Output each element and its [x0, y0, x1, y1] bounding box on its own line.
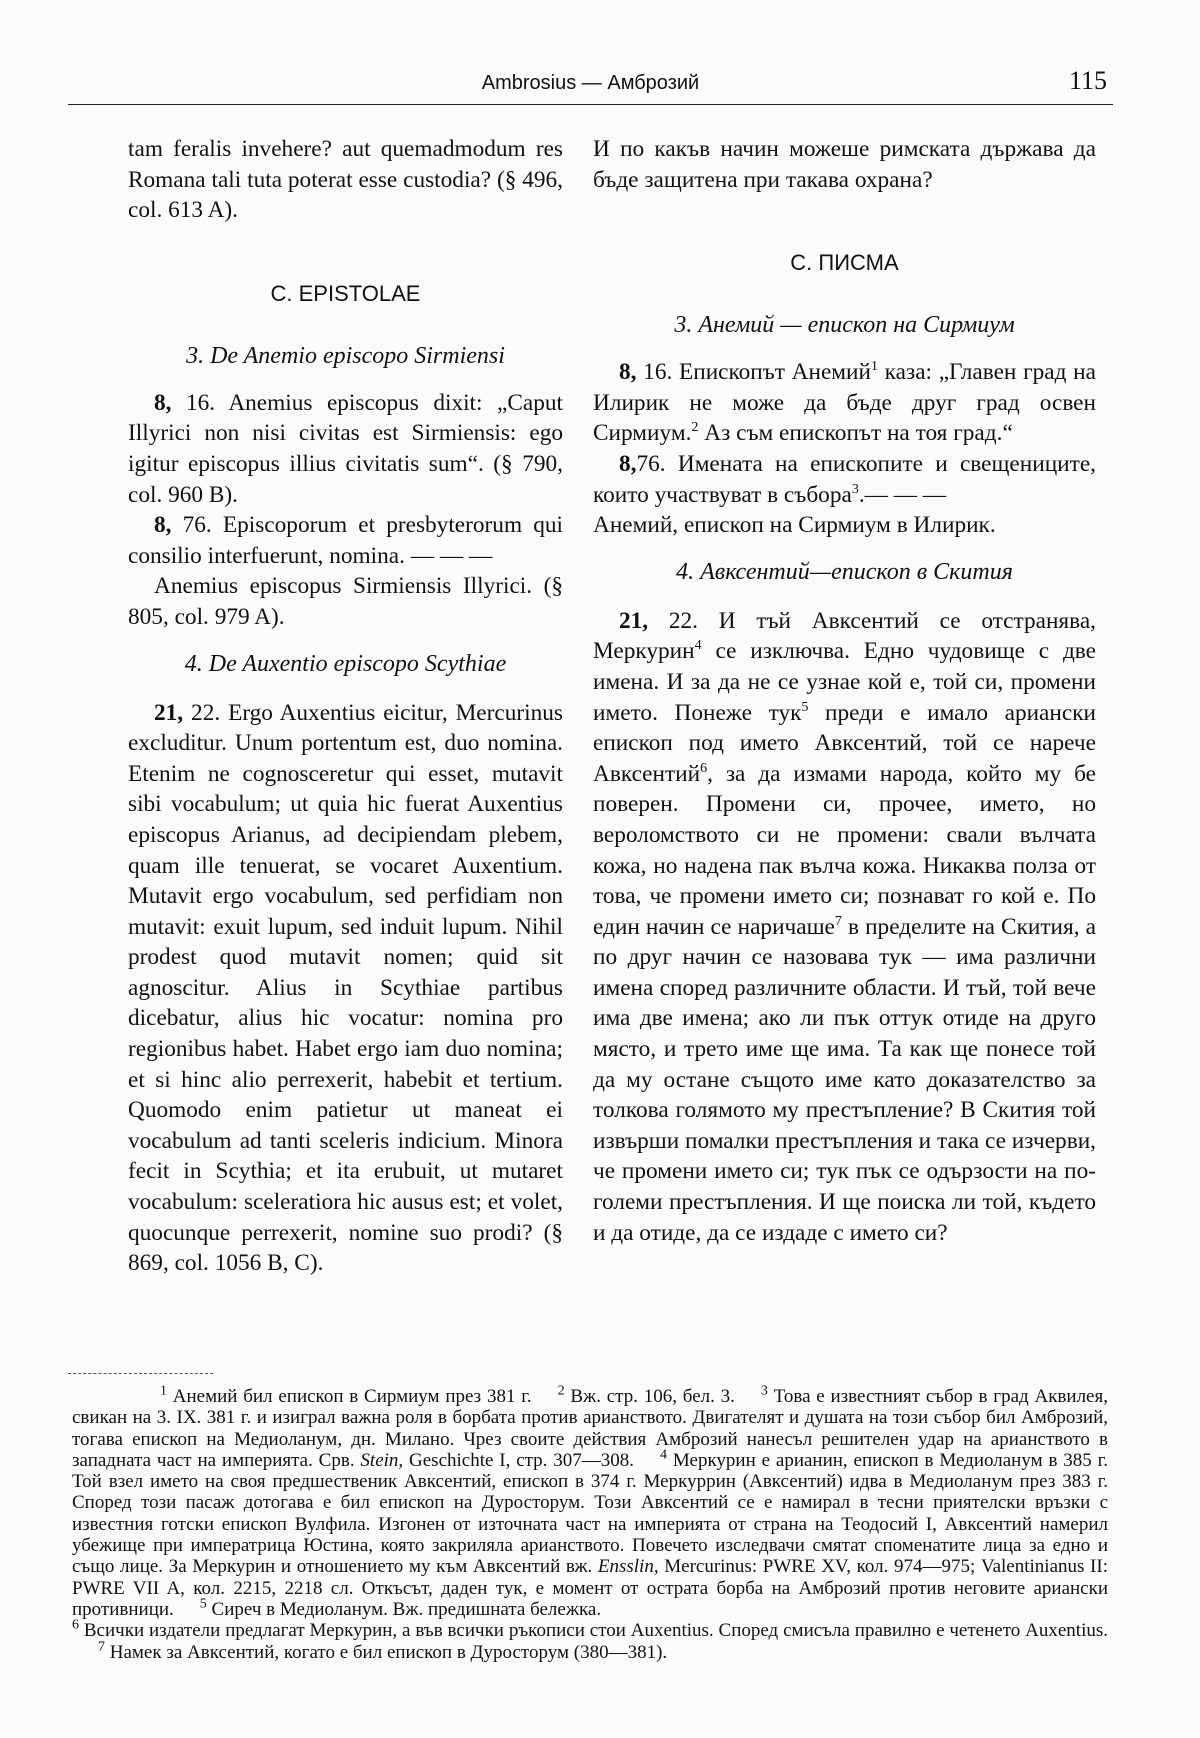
footnote-ref: 7 — [834, 913, 842, 929]
footnote-line — [72, 1617, 1108, 1663]
paragraph-text: , за да измами народа, който му бе поверен. Промени си, прочее, името, но вероломството си не промени: свали вълчата кожа, но надена пак вълча кожа. Никаква полза от това, че промени името си; познават го кой е. По един начин се наричаше — [593, 760, 1096, 940]
footnote-4: Меркурин е арианин, епископ в Медиоланум в 385 г. Той взел името на своя предшественик Авксентий, епископ в 374 г. Меркуррин (Авксентий) идва в Медиоланум през 383 г. Според този пасаж дотогава е бил епископ на Дуросторум. Този Авксентий се е намирал в тесни приятелски връзки с известния готски епископ Вулфила. Изгонен от източната част на империята от страна на Теодосий I, Авксентий намерил убежище при императрица Юстина, която закриляла арианството. Повечето изследвачи смятат споменатите лица за едно и също лице. За Меркурин и отношението му към Авксентий вж. — [72, 1449, 1109, 1578]
page-header — [68, 66, 1113, 105]
page-number: 115 — [1068, 66, 1107, 95]
section-number: 8, — [619, 359, 637, 386]
paragraph-text: Аз съм епископът на тоя град.“ — [698, 420, 1013, 447]
footnote-separator — [68, 1373, 213, 1374]
paragraph-text: .— — — — [858, 481, 947, 508]
bulgarian-subheading-anemius: 3. Анемий — епископ на Сирмиум — [674, 312, 1015, 339]
footnote-3-cont: Geschichte I, стр. 307—308. — [403, 1449, 635, 1471]
latin-section-heading: C. EPISTOLAE — [270, 280, 421, 306]
footnote-3: Това е известният събор в град Аквилея, свикан на 3. IX. 381 г. и изиграл важна роля в борбата против арианството. Двигателят и душата на този събор бил Амброзий, тогава епископ на Медиоланум, дн. Милано. Чрез своите действия Амброзий нанесъл решителен удар на арианството в западната част на империята. Срв. — [72, 1386, 1108, 1471]
running-title: Ambrosius — Амброзий — [481, 72, 700, 94]
footnote-mark: 6 — [72, 1617, 79, 1633]
footnote-ref: 1 — [870, 359, 878, 375]
footnote-ref: 3 — [851, 481, 859, 497]
bulgarian-top-text: И по какъв начин можеше римската държава да бъде защитена при такава охрана? — [593, 136, 1096, 193]
footnote-ref: 6 — [700, 760, 708, 776]
footnote-7: Намек за Авксентий, когато е бил епископ в Дуросторум (380—381). — [105, 1641, 668, 1663]
footnote-mark: 3 — [760, 1383, 768, 1399]
paragraph-text: преди е имало ариански епископ под името Авксентий, той се нарече Авксентий — [593, 699, 1096, 787]
author-ensslin: Ensslin, — [597, 1556, 659, 1578]
paragraph-text: 22. И тъй Авксентий се отстранява, Меркурин — [593, 607, 1096, 665]
footnote-mark: 7 — [98, 1639, 105, 1655]
paragraph-text: каза: „Главен град на Илирик не може да бъде друг град освен Сирмиум. — [593, 359, 1096, 447]
bulgarian-section-heading: C. ПИСМА — [790, 250, 899, 276]
bulgarian-column — [593, 134, 1096, 1248]
section-number: 8, — [154, 512, 172, 539]
bulgarian-paragraph-8-16 — [593, 357, 1096, 449]
footnote-mark: 1 — [160, 1383, 167, 1399]
footnote-line — [72, 1383, 1109, 1620]
footnote-ref: 4 — [694, 638, 702, 654]
footnote-mark: 5 — [199, 1596, 207, 1612]
latin-paragraph-21-22 — [128, 698, 563, 1279]
paragraph-text: се изключва. Едно чудовище с две имена. И за да не се узнае кой е, той си, промени името. Понеже тук — [593, 638, 1096, 726]
footnote-2: Вж. стр. 106, бел. 3. — [564, 1386, 735, 1407]
paragraph-text: в пределите на Скития, а по друг начин се назовава тук — има различни имена според различните области. И тъй, той вече има две имена; ако ли пък оттук отиде на друго място, и трето име ще има. Та как ще понесе той да му остане същото име като доказателство за толкова голямото му престъпление? В Скития той извърши помалки престъпления и така се изчерви, че промени името си; тук пък се одързости на по-големи престъпления. И ще поиска ли той, където и да отиде, да се издаде с името си? — [593, 913, 1096, 1246]
footnote-mark: 2 — [557, 1383, 565, 1399]
latin-paragraph-anemius-sig: Anemius episcopus Sirmiensis Illyrici. (§ 805, col. 979 A). — [128, 573, 563, 630]
footnote-4-cont: Mercurinus: PWRE XV, кол. 974—975; Valentinianus II: PWRE VII A, кол. 2215, 2218 сл. Откъсът, даден тук, е момент от острата борба на Амброзий против неговите ариански противници. — [72, 1556, 1108, 1620]
section-number: 8, — [154, 389, 172, 416]
paragraph-text: 76. Имената на епископите и свещениците, които участвуват в събора — [593, 450, 1096, 508]
latin-paragraph-8-76 — [128, 510, 563, 571]
paragraph-text: 76. Episcoporum et presbyterorum qui consilio interfuerunt, nomina. — — — — [128, 512, 563, 569]
footnote-mark: 4 — [660, 1447, 668, 1463]
author-stein: Stein, — [360, 1449, 404, 1471]
paragraph-text: 16. Епископът Анемий — [636, 359, 871, 386]
latin-top-text: tam feralis invehere? aut quemadmodum res Romana tali tuta poterat esse custodia? (§ 496, col. 613 A). — [128, 136, 563, 224]
bulgarian-paragraph-8-76 — [593, 449, 1096, 510]
bulgarian-subheading-auxentius: 4. Авксентий—епископ в Скития — [676, 558, 1013, 585]
paragraph-text: 22. Ergo Auxentius eicitur, Mercurinus excluditur. Unum portentum est, duo nomina. Etenim ne cognosceretur qui esset, mutavit sibi vocabulum; ut quia hic fuerat Auxentius episcopus Arianus, ad decipiendam plebem, quam ille tenuerat, se vocaret Auxentium. Mutavit ergo vocabulum, sed perfidiam non mutavit: exuit lupum, sed induit lupum. Nihil prodest quod mutavit nomen; quid sit agnoscitur. Alius in Scythiae partibus dicebatur, alius hic vocatur: nomina pro regionibus habet. Habet ergo iam duo nomina; et si hinc alio perrexerit, habebit et tertium. Quomodo enim patietur ut maneat ei vocabulum ad tanti sceleris indicium. Minora fecit in Scythia; et ita erubuit, ut mutaret vocabulum: sceleratiora hic ausus est; et volet, quocunque perrexerit, nomine suo prodi? (§ 869, col. 1056 B, C). — [128, 699, 563, 1277]
section-number: 8, — [619, 450, 637, 477]
bulgarian-paragraph-anemius-sig: Анемий, епископ на Сирмиум в Илирик. — [593, 512, 996, 539]
bulgarian-paragraph-21-22 — [593, 606, 1096, 1248]
section-number: 21, — [154, 699, 184, 726]
footnote-6: Всички издатели предлагат Меркурин, а във всички ръкописи стои Auxentius. Според смисъла правилно е четенето Auxentius. — [79, 1620, 1108, 1642]
latin-column — [128, 134, 563, 1279]
latin-subheading-anemius: 3. De Anemio episcopo Sirmiensi — [186, 342, 505, 369]
paragraph-text: 16. Anemius episcopus dixit: „Caput Illyrici non nisi civitas est Sirmiensis: ego igitur episcopus illius civitatis sum“. (§ 790, col. 960 B). — [128, 389, 563, 508]
footnotes — [72, 1383, 1109, 1663]
latin-paragraph-8-16 — [128, 388, 563, 510]
footnote-ref: 2 — [691, 420, 699, 436]
footnote-1: Анемий бил епископ в Сирмиум през 381 г. — [167, 1386, 532, 1407]
footnote-ref: 5 — [801, 699, 809, 715]
footnote-5: Сиреч в Медиоланум. Вж. предишната бележка. — [206, 1598, 602, 1620]
section-number: 21, — [619, 607, 649, 634]
latin-subheading-auxentius: 4. De Auxentio episcopo Scythiae — [184, 650, 507, 677]
